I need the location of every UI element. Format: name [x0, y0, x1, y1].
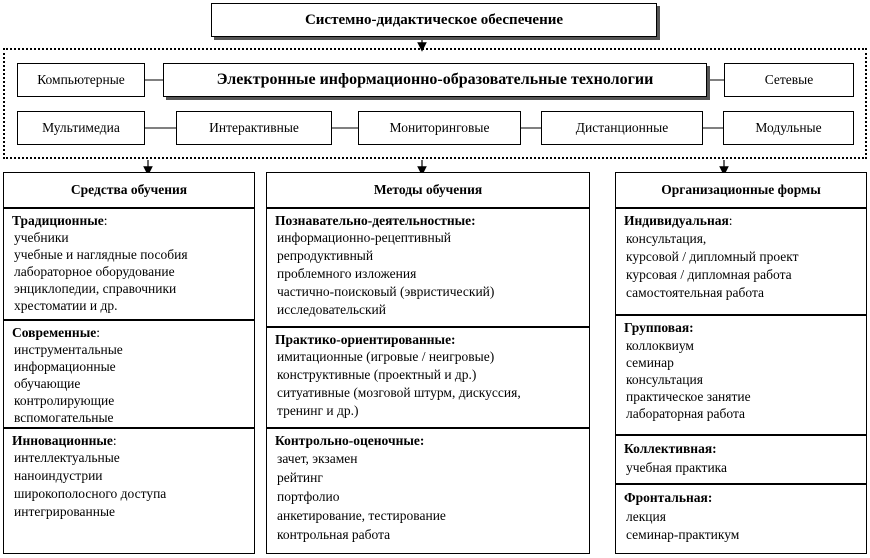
list-item: энциклопедии, справочники [14, 281, 177, 296]
list-item: рейтинг [277, 470, 323, 485]
list-item: хрестоматии и др. [14, 298, 118, 313]
tech-computer-label: Компьютерные [37, 72, 125, 87]
tech-computer [17, 63, 145, 97]
col2-header-text: Методы обучения [373, 182, 483, 197]
tech-modular-label: Модульные [755, 120, 822, 135]
col3-section-individual [615, 208, 867, 315]
list-item: имитационные (игровые / неигровые) [277, 349, 495, 364]
section-title: Познавательно-деятельностные: [275, 213, 476, 228]
list-item: семинар-практикум [626, 527, 740, 542]
col1-header-text: Средства обучения [70, 182, 188, 197]
col3-header-text: Организационные формы [661, 182, 821, 197]
col2-section-practice [266, 327, 590, 428]
list-item: консультация, [626, 231, 707, 246]
list-item: обучающие [14, 376, 81, 391]
list-item: конструктивные (проектный и др.) [277, 367, 477, 382]
list-item: зачет, экзамен [277, 451, 358, 466]
list-item: инструментальные [14, 342, 123, 357]
list-item: семинар [626, 355, 674, 370]
section-title: Современные: [12, 325, 100, 340]
tech-modular [723, 111, 854, 145]
list-item: наноиндустрии [14, 468, 103, 483]
tech-interactive-label: Интерактивные [209, 120, 299, 135]
col3-section-group [615, 315, 867, 435]
col2-header [266, 172, 590, 208]
list-item: лабораторное оборудование [14, 264, 175, 279]
tech-interactive [176, 111, 332, 145]
tech-main-label: Электронные информационно-образовательные технологии [216, 71, 654, 88]
list-item: информационные [14, 359, 116, 374]
diagram-title [211, 3, 657, 37]
list-item: курсовая / дипломная работа [626, 267, 792, 282]
tech-distance [541, 111, 703, 145]
list-item: вспомогательные [14, 410, 114, 425]
col2-section-cognitive [266, 208, 590, 327]
tech-multimedia [17, 111, 145, 145]
section-title: Коллективная: [624, 441, 717, 456]
list-item: портфолио [277, 489, 340, 504]
tech-multimedia-label: Мультимедиа [42, 120, 120, 135]
col1-header [3, 172, 255, 208]
section-title: Индивидуальная: [624, 213, 733, 228]
list-item: анкетирование, тестирование [277, 508, 446, 523]
section-title: Фронтальная: [624, 490, 713, 505]
list-item: частично-поисковый (эвристический) [277, 284, 495, 299]
list-item: интегрированные [14, 504, 116, 519]
col3-section-frontal [615, 484, 867, 554]
list-item: контролирующие [14, 393, 115, 408]
list-item: проблемного изложения [277, 266, 417, 281]
tech-distance-label: Дистанционные [575, 120, 669, 135]
col1-section-innovative [3, 428, 255, 554]
tech-main [163, 63, 707, 97]
tech-network-label: Сетевые [764, 72, 814, 87]
list-item: учебная практика [626, 460, 728, 475]
tech-monitoring-label: Мониторинговые [389, 120, 490, 135]
list-item: самостоятельная работа [626, 285, 765, 300]
list-item: тренинг и др.) [277, 403, 359, 418]
section-title: Групповая: [624, 320, 694, 335]
section-title: Традиционные: [12, 213, 108, 228]
list-item: ситуативные (мозговой штурм, дискуссия, [277, 385, 521, 400]
section-title: Практико-ориентированные: [275, 332, 456, 347]
list-item: исследовательский [277, 302, 387, 317]
section-title: Инновационные: [12, 433, 117, 448]
tech-monitoring [358, 111, 521, 145]
list-item: репродуктивный [277, 248, 374, 263]
list-item: учебные и наглядные пособия [14, 247, 188, 262]
col3-header [615, 172, 867, 208]
diagram-title-text: Системно-дидактическое обеспечение [304, 11, 564, 28]
list-item: консультация [626, 372, 703, 387]
list-item: учебники [14, 230, 69, 245]
col1-section-traditional [3, 208, 255, 320]
list-item: курсовой / дипломный проект [626, 249, 799, 264]
list-item: лекция [626, 509, 666, 524]
list-item: широкополосного доступа [14, 486, 167, 501]
list-item: интеллектуальные [14, 450, 120, 465]
col2-section-control [266, 428, 590, 554]
list-item: контрольная работа [277, 527, 391, 542]
tech-network [724, 63, 854, 97]
list-item: лабораторная работа [626, 406, 746, 421]
col3-section-collective [615, 435, 867, 484]
list-item: информационно-рецептивный [277, 230, 452, 245]
list-item: практическое занятие [626, 389, 751, 404]
col1-section-modern [3, 320, 255, 428]
section-title: Контрольно-оценочные: [275, 433, 425, 448]
list-item: коллоквиум [626, 338, 694, 353]
